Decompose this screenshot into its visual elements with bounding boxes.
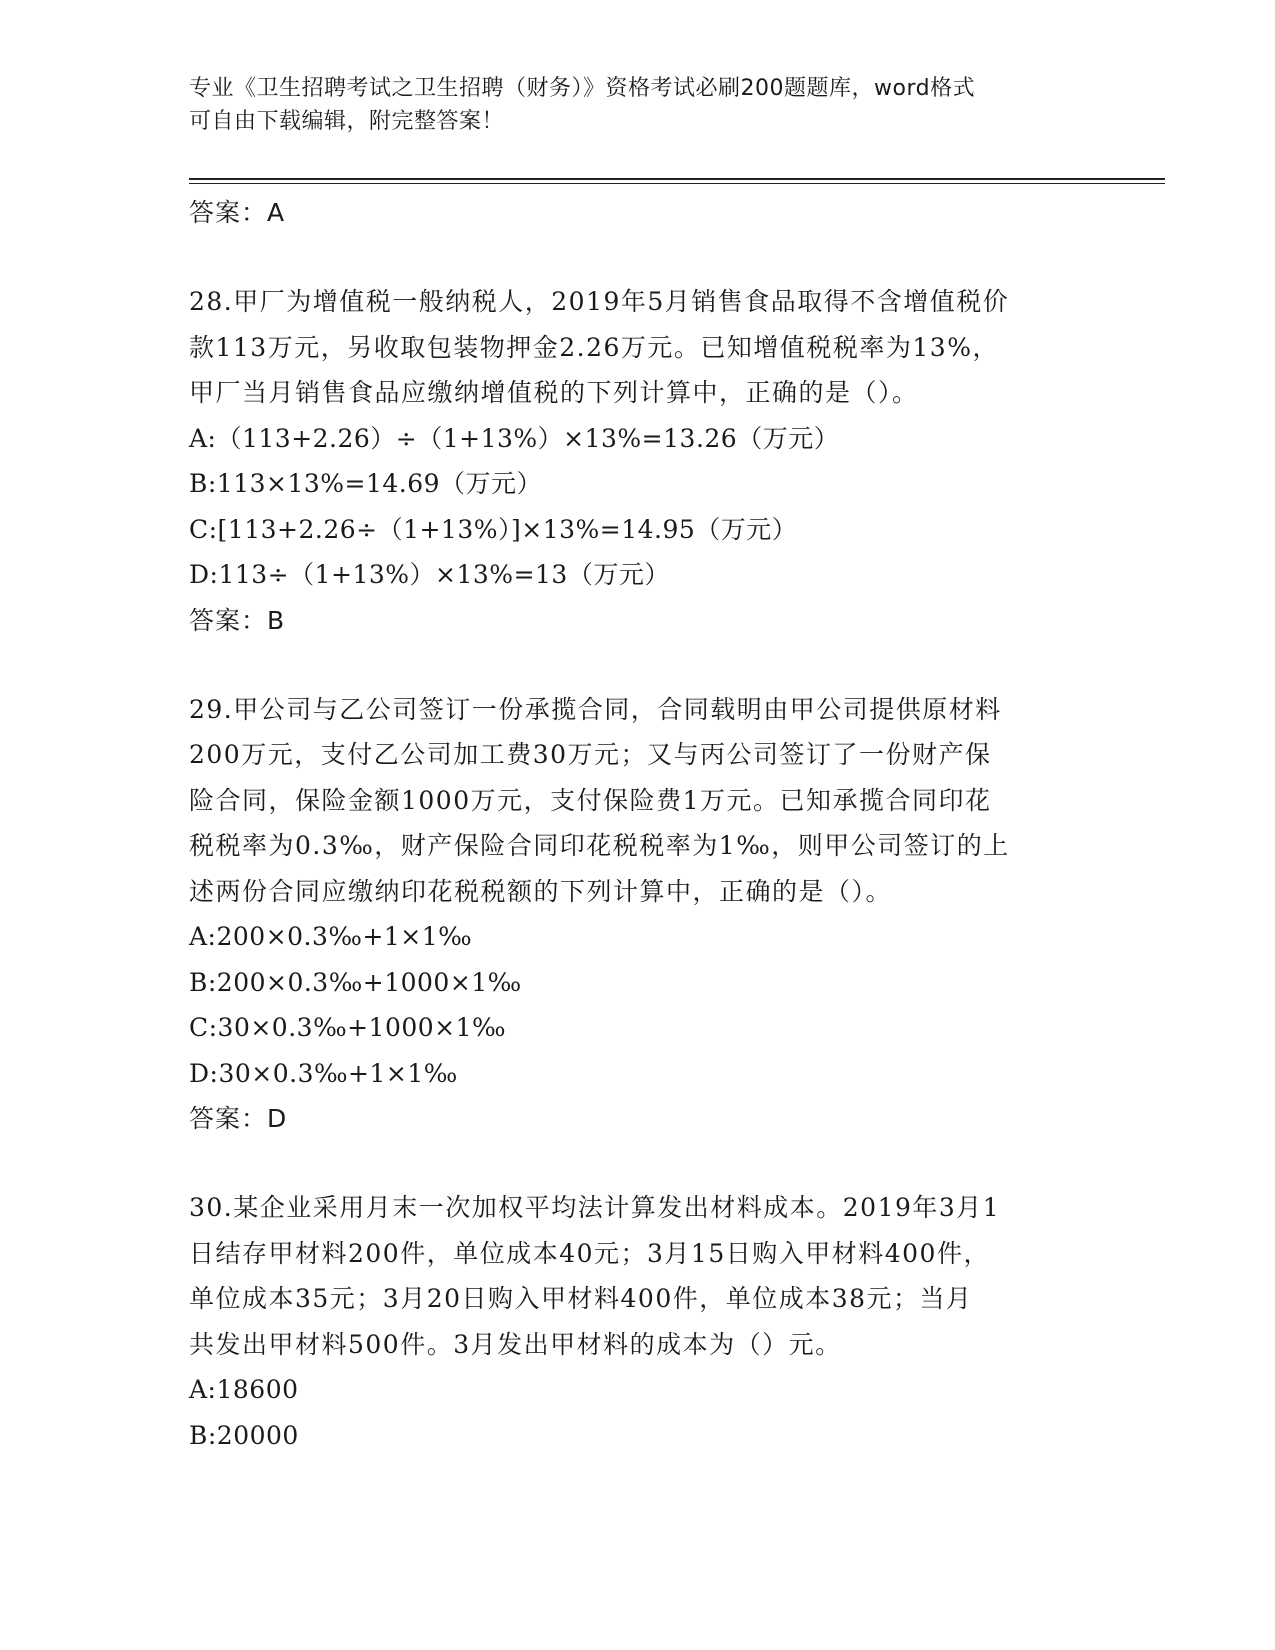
question-28-option-a: A:（113+2.26）÷（1+13%）×13%=13.26（万元） bbox=[189, 423, 840, 453]
question-29-option-b: B:200×0.3‰+1000×1‰ bbox=[189, 967, 522, 997]
question-28-stem bbox=[189, 279, 1089, 416]
answer-29: 答案：D bbox=[189, 1104, 288, 1133]
stem-line: 30.某企业采用月末一次加权平均法计算发出材料成本。2019年3月1 bbox=[189, 1193, 1001, 1222]
answer-27: 答案：A bbox=[189, 198, 286, 227]
question-29-option-d: D:30×0.3‰+1×1‰ bbox=[189, 1058, 458, 1088]
question-30-option-b: B:20000 bbox=[189, 1420, 299, 1450]
stem-line: 单位成本35元；3月20日购入甲材料400件，单位成本38元；当月 bbox=[189, 1284, 973, 1313]
stem-line: 29.甲公司与乙公司签订一份承揽合同，合同载明由甲公司提供原材料 bbox=[189, 694, 1002, 724]
stem-line: 税税率为0.3‰，财产保险合同印花税税率为1‰，则甲公司签订的上 bbox=[189, 831, 1010, 860]
header-line-2: 可自由下载编辑，附完整答案！ bbox=[189, 109, 505, 134]
question-28-option-b: B:113×13%=14.69（万元） bbox=[189, 469, 543, 498]
header-divider-thin bbox=[189, 183, 1165, 184]
question-content bbox=[189, 190, 1089, 1458]
stem-line: 款113万元，另收取包装物押金2.26万元。已知增值税税率为13%， bbox=[189, 332, 999, 362]
stem-line: 200万元，支付乙公司加工费30万元；又与丙公司签订了一份财产保 bbox=[189, 740, 992, 769]
header-divider-thick bbox=[189, 178, 1165, 180]
answer-28: 答案：B bbox=[189, 605, 286, 635]
question-28-option-c: C:[113+2.26÷（1+13%）]×13%=14.95（万元） bbox=[189, 514, 798, 544]
question-29-option-c: C:30×0.3‰+1000×1‰ bbox=[189, 1013, 507, 1042]
stem-line: 述两份合同应缴纳印花税税额的下列计算中，正确的是（）。 bbox=[189, 876, 893, 906]
document-header bbox=[189, 72, 1069, 138]
question-29-stem bbox=[189, 687, 1089, 915]
header-line-1: 专业《卫生招聘考试之卫生招聘（财务）》资格考试必刷200题题库，word格式 bbox=[189, 76, 976, 101]
stem-line: 日结存甲材料200件，单位成本40元；3月15日购入甲材料400件， bbox=[189, 1238, 990, 1268]
question-30-option-a: A:18600 bbox=[189, 1375, 299, 1404]
question-29-option-a: A:200×0.3‰+1×1‰ bbox=[189, 922, 473, 951]
question-28-option-d: D:113÷（1+13%）×13%=13（万元） bbox=[189, 560, 670, 589]
stem-line: 甲厂当月销售食品应缴纳增值税的下列计算中，正确的是（）。 bbox=[189, 378, 919, 407]
stem-line: 共发出甲材料500件。3月发出甲材料的成本为（）元。 bbox=[189, 1329, 842, 1359]
stem-line: 险合同，保险金额1000万元，支付保险费1万元。已知承揽合同印花 bbox=[189, 785, 992, 815]
question-30-stem bbox=[189, 1185, 1089, 1367]
stem-line: 28.甲厂为增值税一般纳税人，2019年5月销售食品取得不含增值税价 bbox=[189, 287, 1010, 316]
spacer bbox=[189, 1142, 1089, 1185]
spacer bbox=[189, 236, 1089, 279]
spacer bbox=[189, 644, 1089, 687]
